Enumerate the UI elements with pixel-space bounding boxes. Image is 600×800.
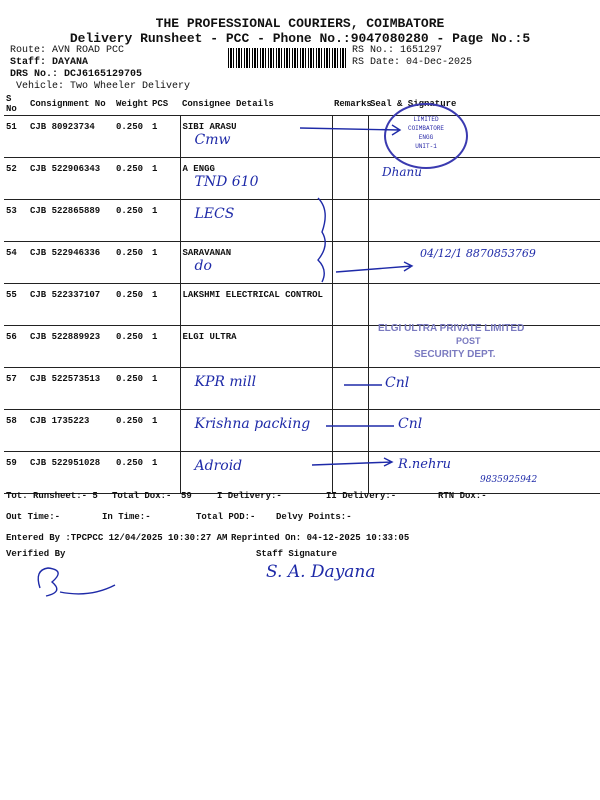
row-pcs: 1: [150, 452, 180, 494]
row-consignee: A ENGG TND 610: [180, 158, 332, 200]
row-pcs: 1: [150, 158, 180, 200]
route: Route: AVN ROAD PCC: [10, 45, 125, 56]
row-consignee: SARAVANAN do: [180, 242, 332, 284]
in-time: In Time:-: [102, 512, 151, 522]
row-weight: 0.250: [114, 158, 150, 200]
i-delivery: I Delivery:-: [217, 491, 282, 501]
row-weight: 0.250: [114, 326, 150, 368]
row-consignment-no: CJB 522337107: [28, 284, 114, 326]
row-sno: 57: [4, 368, 28, 410]
staff: Staff: DAYANA: [10, 57, 89, 68]
total-dox: Total Dox:-: [112, 491, 172, 501]
runsheet-title: Delivery Runsheet - PCC - Phone No.:9047080280 - Page No.:5: [69, 31, 531, 46]
row-sno: 58: [4, 410, 28, 452]
total-dox-value: 59: [181, 491, 192, 501]
total-pod: Total POD:-: [196, 512, 256, 522]
row-weight: 0.250: [114, 410, 150, 452]
row-weight: 0.250: [114, 284, 150, 326]
rs-date: RS Date: 04-Dec-2025: [352, 57, 473, 68]
row-consignment-no: CJB 522906343: [28, 158, 114, 200]
signature-row52: Dhanu: [382, 165, 422, 179]
row-consignee: ELGI ULTRA: [180, 326, 332, 368]
row-sno: 53: [4, 200, 28, 242]
col-sno: S No: [4, 93, 28, 116]
company-seal-stamp: LIMITED COIMBATORE ENGG UNIT-1: [384, 103, 468, 169]
note-row54: 04/12/1 8870853769: [420, 247, 536, 260]
row-pcs: 1: [150, 410, 180, 452]
vehicle: Vehicle: Two Wheeler Delivery: [16, 81, 191, 92]
row-weight: 0.250: [114, 452, 150, 494]
entered-by: Entered By :TPCPCC 12/04/2025 10:30:27 AM: [6, 533, 228, 543]
note-row59-phone: 9835925942: [480, 475, 538, 485]
handwritten-consignee: LECS: [194, 206, 235, 222]
col-remarks: Remarks: [332, 93, 368, 116]
elgi-stamp-line1: ELGI ULTRA PRIVATE LIMITED: [378, 323, 525, 334]
row-consignment-no: CJB 522951028: [28, 452, 114, 494]
verified-by: Verified By: [6, 549, 66, 559]
row-pcs: 1: [150, 326, 180, 368]
handwritten-consignee: TND 610: [194, 174, 259, 190]
row-consignee: LAKSHMI ELECTRICAL CONTROL: [180, 284, 332, 326]
ii-delivery: II Delivery:-: [326, 491, 397, 501]
row-weight: 0.250: [114, 116, 150, 158]
note-row58: Cnl: [398, 416, 423, 432]
elgi-stamp-line2: POST: [456, 336, 481, 346]
col-weight: Weight: [114, 93, 150, 116]
row-consignment-no: CJB 522865889: [28, 200, 114, 242]
rtn-dox: RTN Dox:-: [438, 491, 487, 501]
row-sno: 56: [4, 326, 28, 368]
staff-signature-label: Staff Signature: [256, 549, 338, 559]
note-row57: Cnl: [385, 375, 410, 391]
rs-no: RS No.: 1651297: [352, 45, 443, 56]
handwritten-consignee: KPR mill: [194, 374, 257, 390]
handwritten-consignee: Krishna packing: [194, 416, 311, 432]
col-pcs: PCS: [150, 93, 180, 116]
row-consignment-no: CJB 522573513: [28, 368, 114, 410]
company-title: THE PROFESSIONAL COURIERS, COIMBATORE: [155, 16, 445, 31]
handwritten-consignee: Cmw: [194, 132, 231, 148]
drs-no: DRS No.: DCJ6165129705: [10, 69, 143, 80]
delvy-points: Delvy Points:-: [276, 512, 352, 522]
row-sno: 54: [4, 242, 28, 284]
row-pcs: 1: [150, 116, 180, 158]
row-consignment-no: CJB 1735223: [28, 410, 114, 452]
col-seal: Seal & Signature: [368, 93, 600, 116]
staff-signature: S. A. Dayana: [266, 562, 376, 582]
row-consignment-no: CJB 80923734: [28, 116, 114, 158]
row-sno: 52: [4, 158, 28, 200]
row-pcs: 1: [150, 368, 180, 410]
row-weight: 0.250: [114, 200, 150, 242]
col-consignee: Consignee Details: [180, 93, 332, 116]
row-consignment-no: CJB 522946336: [28, 242, 114, 284]
row-consignee: SIBI ARASU Cmw: [180, 116, 332, 158]
row-weight: 0.250: [114, 242, 150, 284]
row-sno: 51: [4, 116, 28, 158]
row-consignment-no: CJB 522889923: [28, 326, 114, 368]
row-sno: 55: [4, 284, 28, 326]
row-pcs: 1: [150, 200, 180, 242]
reprinted-on: Reprinted On: 04-12-2025 10:33:05: [231, 533, 410, 543]
elgi-stamp-line3: SECURITY DEPT.: [414, 349, 496, 360]
col-consignment: Consignment No: [28, 93, 114, 116]
row-pcs: 1: [150, 284, 180, 326]
out-time: Out Time:-: [6, 512, 61, 522]
row-pcs: 1: [150, 242, 180, 284]
handwritten-consignee: Adroid: [194, 458, 243, 474]
handwritten-consignee: do: [194, 258, 212, 274]
row-weight: 0.250: [114, 368, 150, 410]
row-sno: 59: [4, 452, 28, 494]
tot-runsheet: Tot. Runsheet:- 5: [6, 491, 98, 501]
note-row59-name: R.nehru: [398, 457, 451, 472]
